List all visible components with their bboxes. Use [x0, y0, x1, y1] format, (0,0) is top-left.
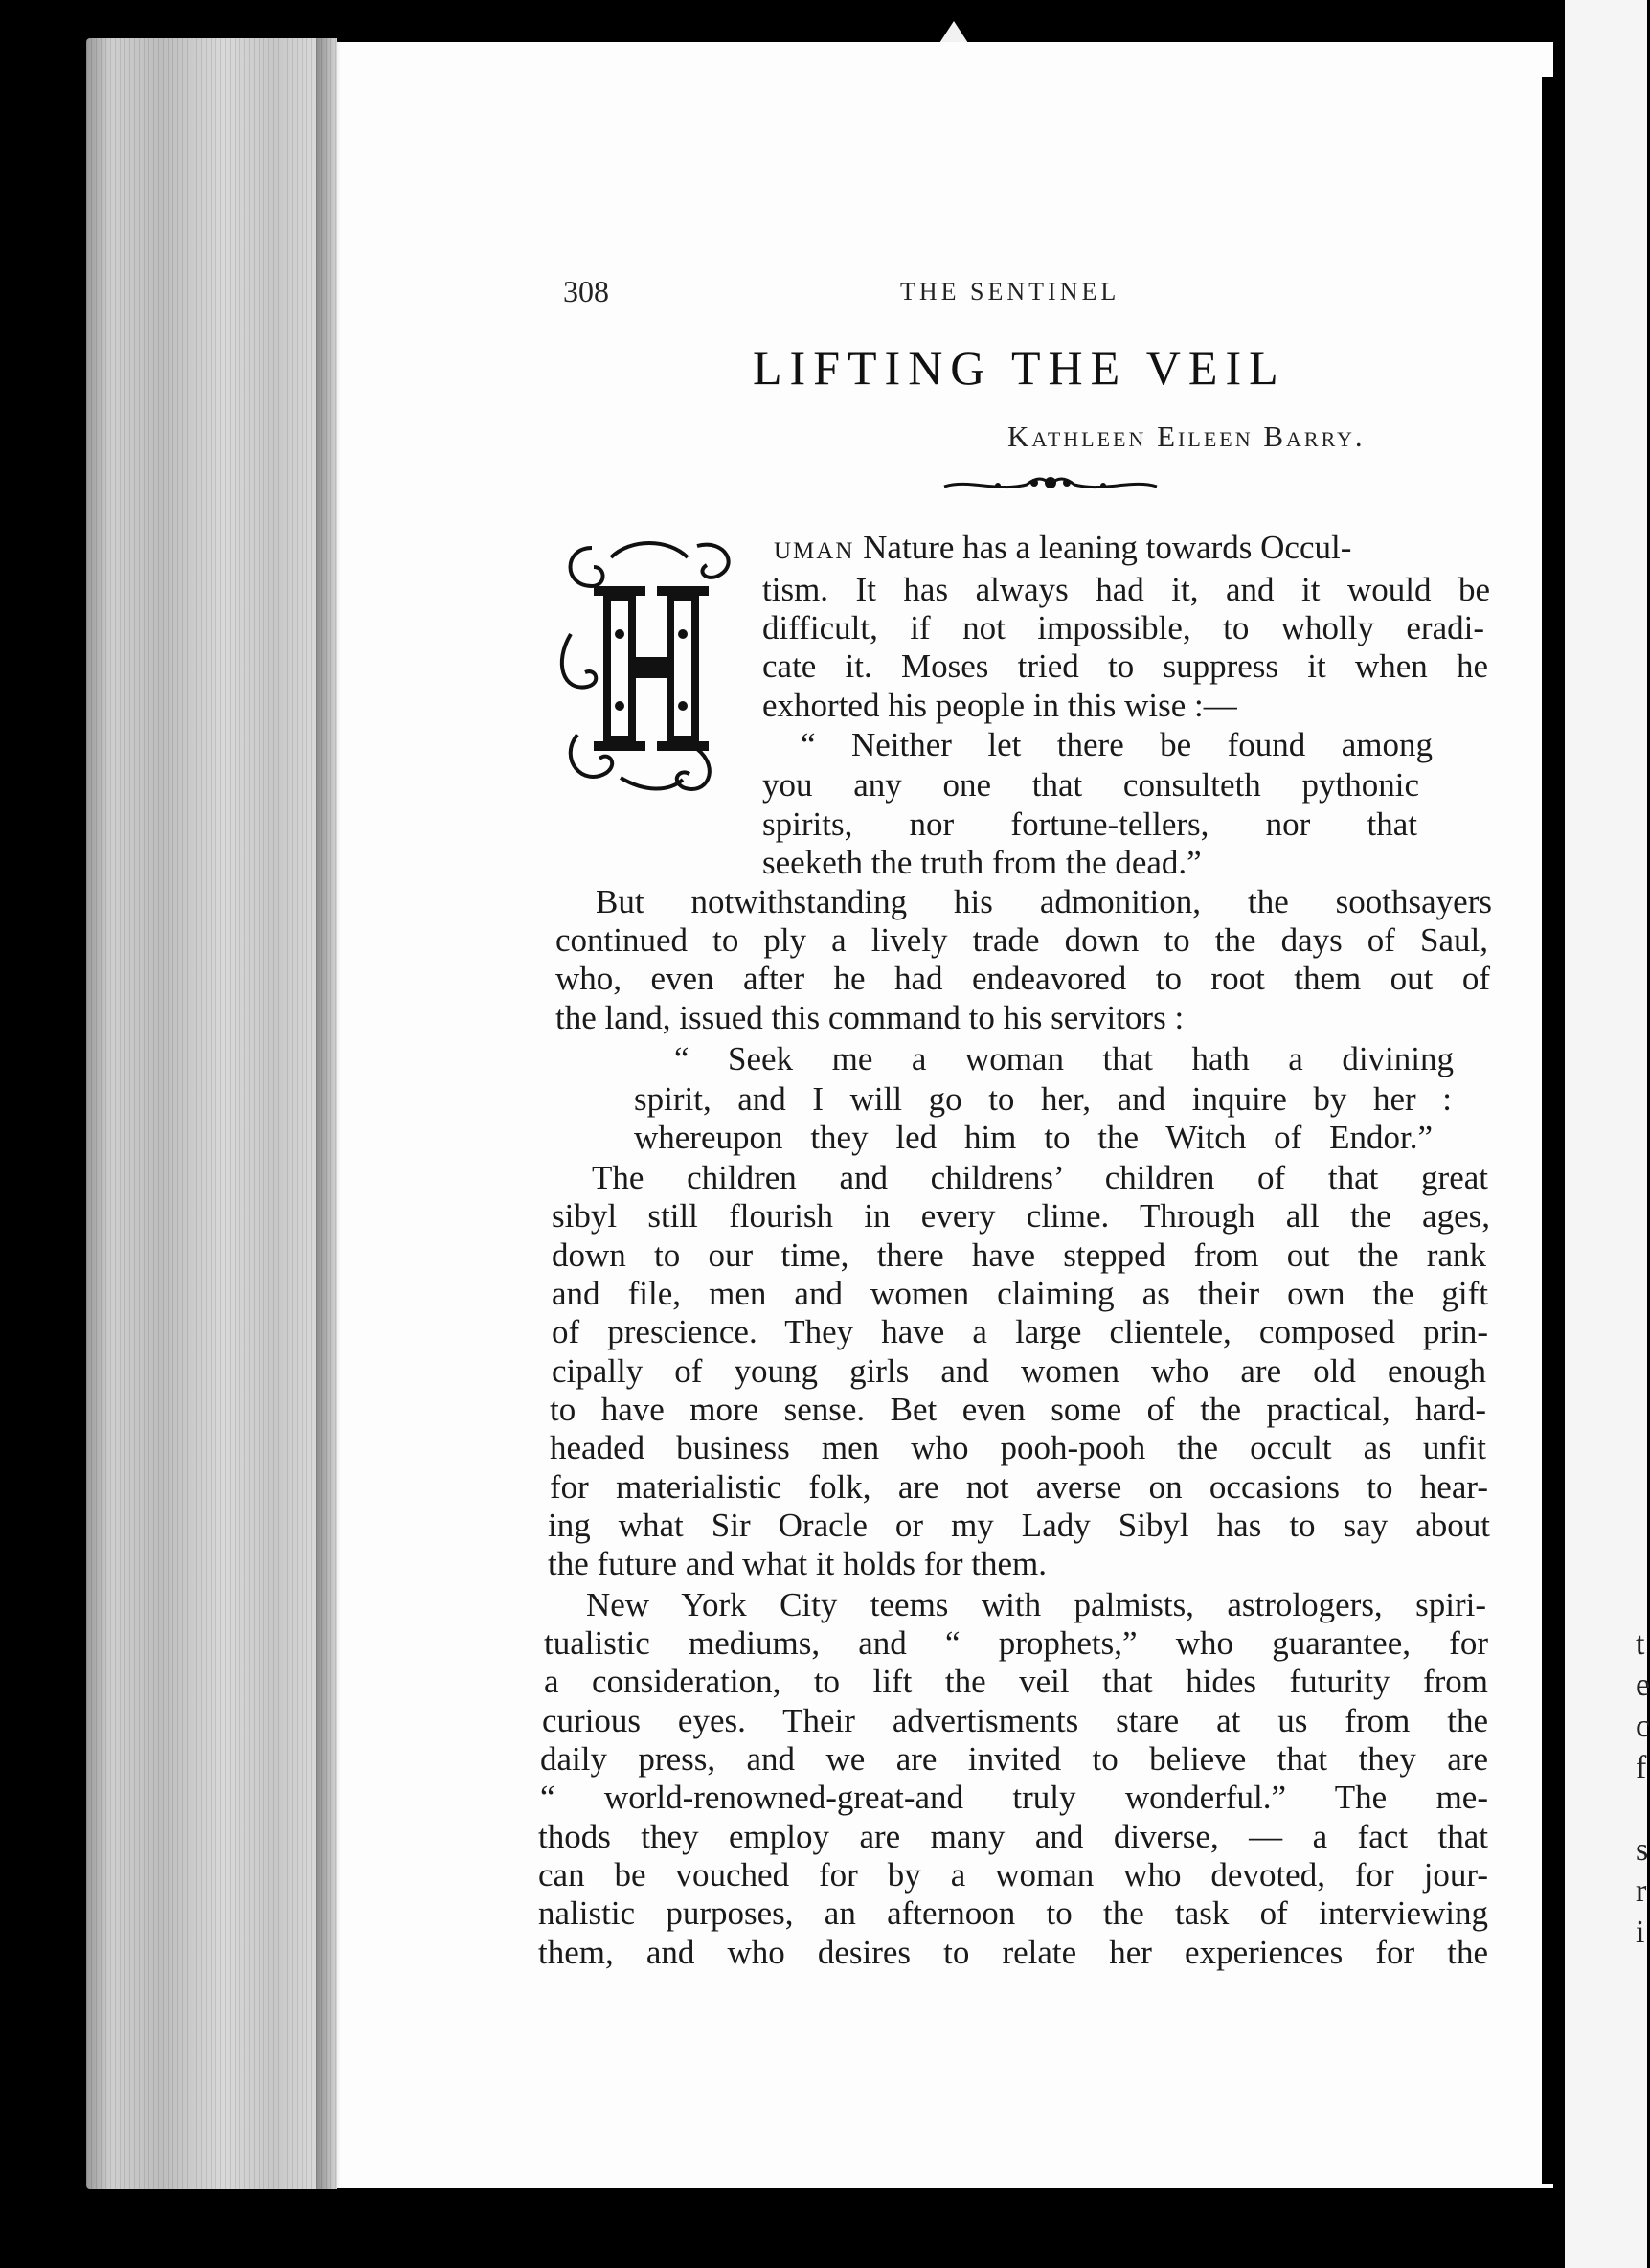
text-line: continued to ply a lively trade down to the days of Saul, — [555, 921, 1488, 959]
text-line: the future and what it holds for them. — [548, 1545, 1047, 1582]
quote-line: “ Neither let there be found among — [801, 726, 1433, 763]
running-head: THE SENTINEL — [900, 278, 1120, 306]
quote-line: whereupon they led him to the Witch of Endor.” — [634, 1119, 1433, 1156]
text-line: The children and childrens’ children of that great — [592, 1159, 1488, 1196]
text-line: the land, issued this command to his servitors : — [555, 999, 1185, 1036]
text-line: exhorted his people in this wise :— — [762, 687, 1237, 724]
text-line: a consideration, to lift the veil that hides futurity from — [544, 1663, 1488, 1700]
text-line: headed business men who pooh-pooh the occult as unfit — [550, 1429, 1486, 1466]
quote-line: spirits, nor fortune-tellers, nor that — [762, 805, 1417, 843]
quote-line: seeketh the truth from the dead.” — [762, 844, 1202, 881]
text-line-content: Nature has a leaning towards Occul- — [863, 529, 1352, 566]
text-line: tualistic mediums, and “ prophets,” who guarantee, for — [544, 1624, 1488, 1662]
text-line: tism. It has always had it, and it would be — [762, 571, 1490, 608]
binding-shadow — [316, 38, 341, 2189]
text-line: nalistic purposes, an afternoon to the task of interviewing — [538, 1894, 1488, 1932]
text-line: difficult, if not impossible, to wholly eradi- — [762, 609, 1484, 646]
text-line: cipally of young girls and women who are old enough — [552, 1352, 1486, 1390]
text-line — [774, 529, 1488, 567]
text-line: thods they employ are many and diverse, — a fact that — [538, 1818, 1488, 1855]
text-line: sibyl still flourish in every clime. Through all the ages, — [552, 1197, 1490, 1235]
facing-page-text: t e c f s r i — [1636, 1626, 1650, 1950]
text-line: who, even after he had endeavored to root them out of — [555, 960, 1490, 997]
text-line: New York City teems with palmists, astrologers, spiri- — [586, 1586, 1486, 1623]
author-byline: Kathleen Eileen Barry. — [1007, 420, 1366, 453]
text-line: down to our time, there have stepped from out the rank — [552, 1236, 1486, 1274]
gutter — [1542, 77, 1565, 2184]
text-line: “ world-renowned-great-and truly wonderful.” The me- — [540, 1779, 1488, 1816]
text-line: for materialistic folk, are not averse on occasions to hear- — [550, 1468, 1488, 1506]
page-edges — [86, 38, 337, 2189]
page-number: 308 — [563, 274, 609, 308]
ornament-divider — [940, 471, 1161, 498]
text-line: and file, men and women claiming as their own the gift — [552, 1275, 1488, 1312]
drop-cap-ornament — [554, 529, 745, 802]
text-line: of prescience. They have a large clientele, composed prin- — [552, 1313, 1488, 1350]
text-line: But notwithstanding his admonition, the soothsayers — [596, 883, 1492, 920]
text-line: ing what Sir Oracle or my Lady Sibyl has to say about — [548, 1507, 1490, 1544]
quote-line: you any one that consulteth pythonic — [762, 766, 1419, 804]
quote-line: “ Seek me a woman that hath a divining — [674, 1040, 1454, 1077]
article-title: LIFTING THE VEIL — [753, 341, 1286, 395]
text-line: them, and who desires to relate her experiences for the — [538, 1934, 1488, 1971]
text-line: to have more sense. Bet even some of the practical, hard- — [550, 1391, 1486, 1428]
opening-word-rest: uman — [774, 529, 855, 566]
text-line: cate it. Moses tried to suppress it when he — [762, 647, 1488, 685]
text-line: curious eyes. Their advertisments stare at us from the — [542, 1702, 1488, 1739]
text-line: can be vouched for by a woman who devoted, for jour- — [538, 1856, 1488, 1894]
quote-line: spirit, and I will go to her, and inquire by her : — [634, 1080, 1452, 1118]
text-line: daily press, and we are invited to believe that they are — [540, 1740, 1488, 1778]
